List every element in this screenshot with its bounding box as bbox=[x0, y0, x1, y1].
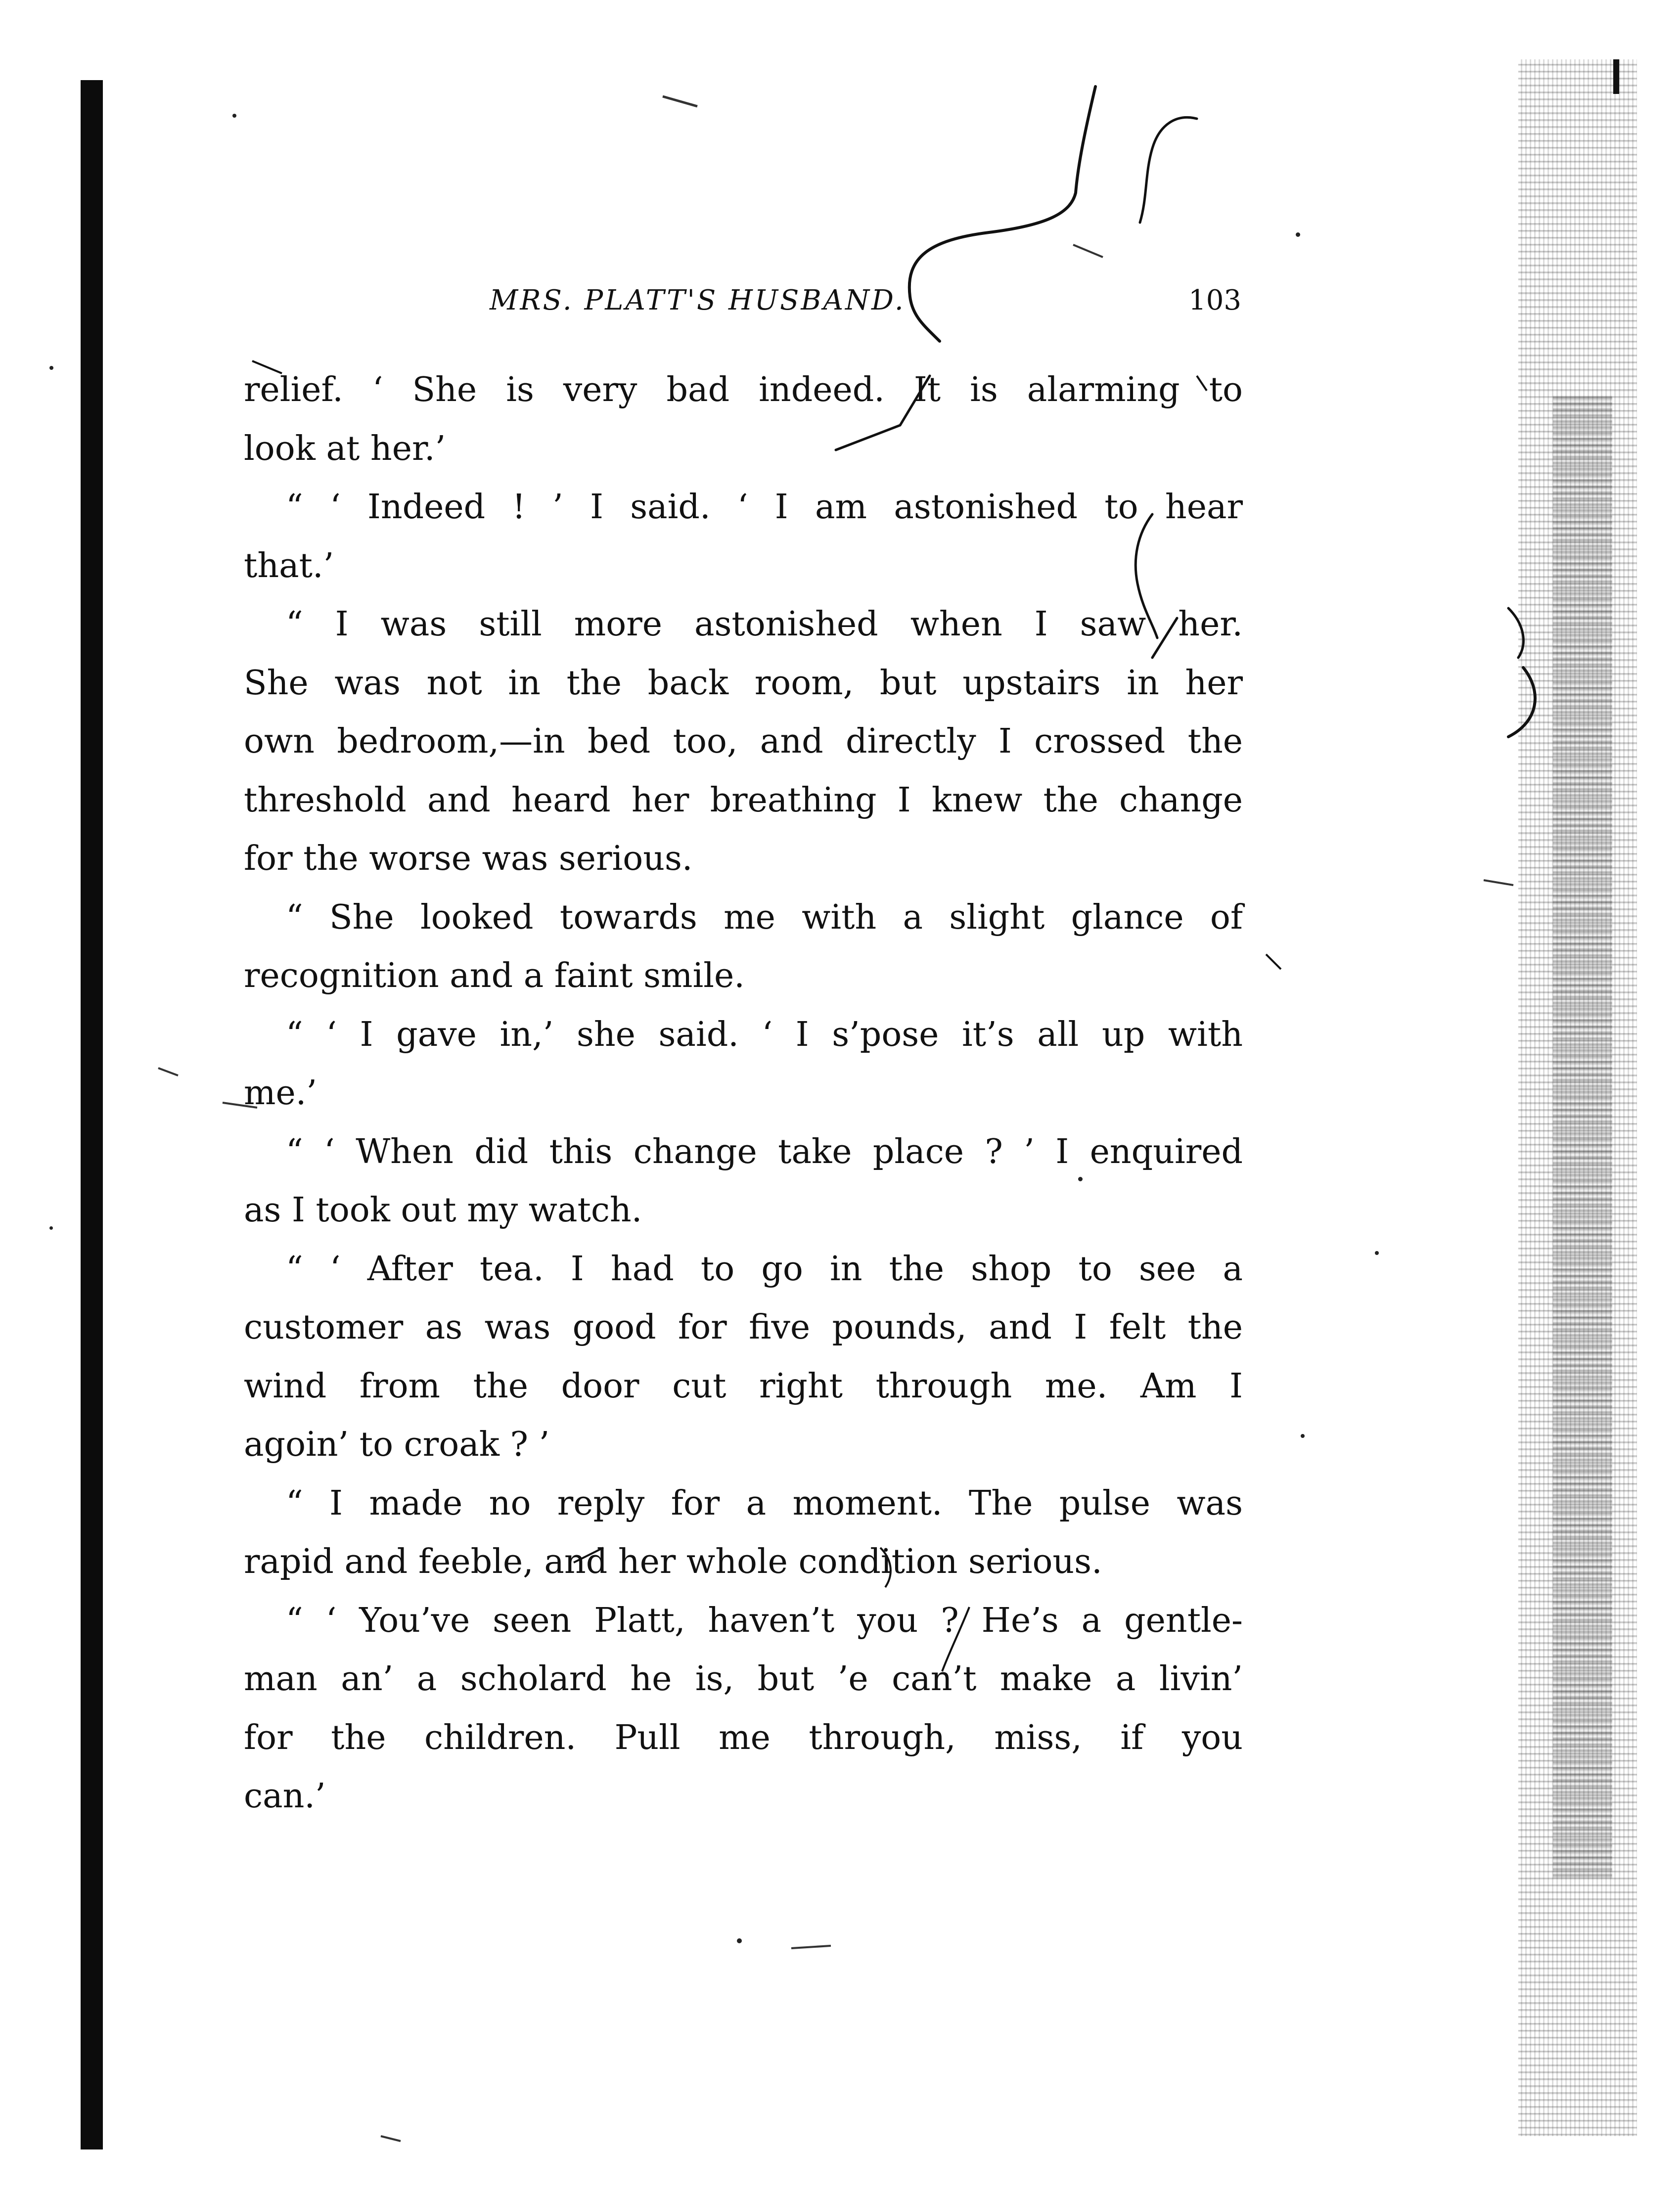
text-line: rapid and feeble, and her whole condition serious. bbox=[244, 1542, 1102, 1581]
scan-noise bbox=[1073, 245, 1103, 257]
pen-stroke bbox=[1266, 954, 1281, 969]
scan-noise bbox=[663, 96, 697, 106]
page-header bbox=[242, 284, 1241, 329]
scan-noise bbox=[158, 1068, 178, 1075]
text-line: “ I was still more astonished when I saw her. bbox=[286, 605, 1243, 644]
running-title: MRS. PLATT'S HUSBAND. bbox=[490, 284, 906, 316]
scan-noise bbox=[791, 1946, 831, 1948]
scan-speck bbox=[1375, 1251, 1379, 1255]
text-line: threshold and heard her breathing I knew the change bbox=[244, 780, 1243, 820]
text-line: customer as was good for five pounds, and I felt the bbox=[244, 1308, 1243, 1347]
text-line: “ She looked towards me with a slight glance of bbox=[286, 897, 1243, 937]
text-line: agoin’ to croak ? ’ bbox=[244, 1425, 550, 1464]
scan-speck bbox=[737, 1938, 742, 1943]
text-line: can.’ bbox=[244, 1777, 326, 1816]
text-line: “ ‘ You’ve seen Platt, haven’t you ? He’s a gentle- bbox=[286, 1601, 1243, 1640]
text-line: that.’ bbox=[244, 546, 334, 585]
page-number: 103 bbox=[1188, 284, 1241, 316]
text-line: for the worse was serious. bbox=[244, 839, 693, 878]
text-line: “ ‘ After tea. I had to go in the shop to see a bbox=[286, 1249, 1243, 1289]
text-line: “ ‘ When did this change take place ? ’ I enquired bbox=[286, 1132, 1243, 1171]
pen-stroke bbox=[1140, 118, 1197, 223]
scan-noise bbox=[381, 2136, 401, 2141]
text-line: “ ‘ Indeed ! ’ I said. ‘ I am astonished to hear bbox=[286, 488, 1243, 527]
text-line: “ I made no reply for a moment. The pulse was bbox=[286, 1483, 1243, 1523]
edge-mark bbox=[1613, 59, 1619, 94]
binding-shadow bbox=[81, 80, 103, 2149]
scan-speck bbox=[1301, 1434, 1305, 1438]
scan-speck bbox=[1296, 232, 1300, 237]
text-line: own bedroom,—in bed too, and directly I crossed the bbox=[244, 722, 1243, 761]
text-line: relief. ‘ She is very bad indeed. It is alarming to bbox=[244, 370, 1243, 409]
text-line: as I took out my watch. bbox=[244, 1191, 642, 1230]
scan-noise bbox=[1484, 880, 1513, 885]
scan-speck bbox=[232, 114, 236, 118]
text-line: wind from the door cut right through me. Am I bbox=[244, 1366, 1243, 1406]
text-line: look at her.’ bbox=[244, 429, 446, 468]
body-text bbox=[244, 361, 1243, 1826]
text-line: me.’ bbox=[244, 1074, 317, 1113]
text-line: recognition and a faint smile. bbox=[244, 956, 745, 995]
scan-edge-shadow bbox=[1553, 396, 1612, 1879]
text-line: “ ‘ I gave in,’ she said. ‘ I s’pose it’s all up with bbox=[286, 1015, 1243, 1054]
text-line: She was not in the back room, but upstairs in her bbox=[244, 663, 1243, 703]
text-line: man an’ a scholard he is, but ’e can’t make a livin’ bbox=[244, 1659, 1243, 1699]
text-line: for the children. Pull me through, miss, if you bbox=[244, 1718, 1243, 1757]
scan-speck bbox=[1078, 1177, 1083, 1181]
scan-speck bbox=[49, 1226, 53, 1230]
scan-speck bbox=[49, 366, 53, 370]
